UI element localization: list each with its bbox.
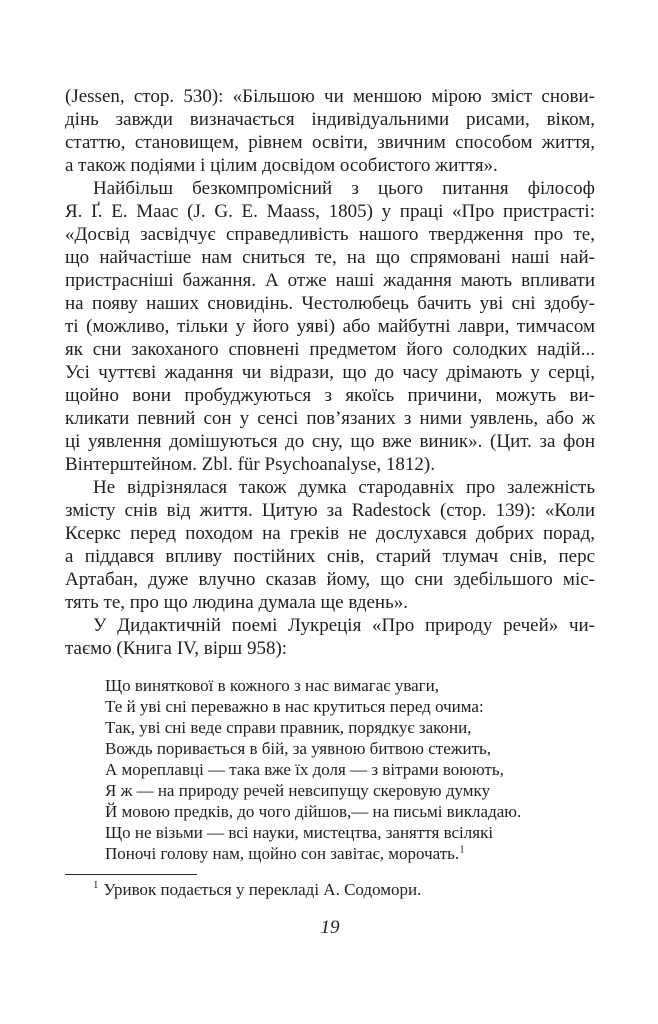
- footnote-marker: 1: [93, 879, 99, 892]
- poem-line: Поночі голову нам, щойно сон завітає, морочать.$^1$: [105, 843, 465, 863]
- footnote-text: Уривок подається у перекладі А. Содомори.: [103, 880, 422, 899]
- poem-line: Що виняткової в кожного з нас вимагає уваги,: [105, 676, 439, 695]
- text-line: У Дидактичній поемі Лукреція «Про природу речей» чи-: [93, 615, 595, 636]
- text-line: «Досвід засвідчує справедливість нашого твердження про те,: [65, 224, 595, 245]
- text-line: пристрасніші бажання. А отже наші жадання мають впливати: [65, 270, 595, 291]
- poem-block: [65, 675, 595, 864]
- text-line: змісту снів від життя. Цитую за Radestock (стор. 139): «Коли: [65, 500, 595, 521]
- text-line: Вінтерштейном. Zbl. für Psychoanalyse, 1812).: [65, 454, 435, 475]
- text-line: кликати певний сон у сенсі пов’язаних з ними уявлень, або ж: [65, 408, 595, 429]
- text-line: Ксеркс перед походом на греків не дослухався добрих порад,: [65, 523, 595, 544]
- text-line: а піддався впливу постійних снів, старий тлумач снів, перс: [65, 546, 595, 567]
- text-line: Я. Ґ. Е. Маас (J. G. E. Maass, 1805) у праці «Про пристрасті:: [65, 201, 595, 222]
- poem-line: Й мовою предків, до чого дійшов,— на письмі викладаю.: [105, 802, 522, 821]
- text-line: а також подіями і цілим досвідом особистого життя».: [65, 155, 498, 176]
- text-line: Не відрізнялася також думка стародавніх про залежність: [93, 477, 595, 498]
- footnote: [65, 879, 595, 900]
- body-text: [65, 85, 595, 660]
- text-line: на появу наших сновидінь. Честолюбець бачить уві сні здобу-: [65, 293, 595, 314]
- poem-line: Вождь поривається в бій, за уявною битвою стежить,: [105, 739, 492, 758]
- text-line: щойно вони пробуджуються з якоїсь причини, можуть ви-: [65, 385, 595, 406]
- poem-line: А мореплавці — така вже їх доля — з вітрами воюють,: [105, 760, 504, 779]
- footnote-divider: [65, 874, 197, 875]
- page-number: 19: [320, 917, 340, 938]
- text-line: Артабан, дуже влучно сказав йому, що сни здебільшого міс-: [65, 569, 595, 590]
- text-line: Найбільш безкомпромісний з цього питання філософ: [93, 178, 595, 199]
- footnote-ref-marker: 1: [459, 843, 465, 856]
- text-line: статтю, становищем, рівнем освіти, звичним способом життя,: [65, 132, 595, 153]
- text-line: ці уявлення домішуються до сну, що вже виник». (Цит. за фон: [65, 431, 595, 452]
- poem-line: Що не візьми — всі науки, мистецтва, заняття всілякі: [105, 823, 494, 842]
- text-line: дінь завжди визначається індивідуальними рисами, віком,: [65, 109, 595, 130]
- text-line: Усі чуттєві жадання чи відрази, що до часу дрімають у серці,: [65, 362, 595, 383]
- text-line: що найчастіше нам сниться те, на що спрямовані наші най-: [65, 247, 595, 268]
- text-line: тять те, про що людина думала ще вдень».: [65, 592, 409, 613]
- text-line: ті (можливо, тільки у його уяві) або майбутні лаври, тимчасом: [65, 316, 595, 337]
- text-line: (Jessen, стор. 530): «Більшою чи меншою мірою зміст снови-: [65, 86, 595, 107]
- text-line: як сни закоханого сповнені предметом його солодких надій...: [65, 339, 595, 360]
- poem-line: Я ж — на природу речей невсипущу скеровую думку: [105, 781, 491, 800]
- poem-line: Те й уві сні переважно в нас крутиться перед очима:: [105, 697, 484, 716]
- poem-line: Так, уві сні веде справи правник, порядкує закони,: [105, 718, 472, 737]
- text-line: таємо (Книга IV, вірш 958):: [65, 638, 288, 659]
